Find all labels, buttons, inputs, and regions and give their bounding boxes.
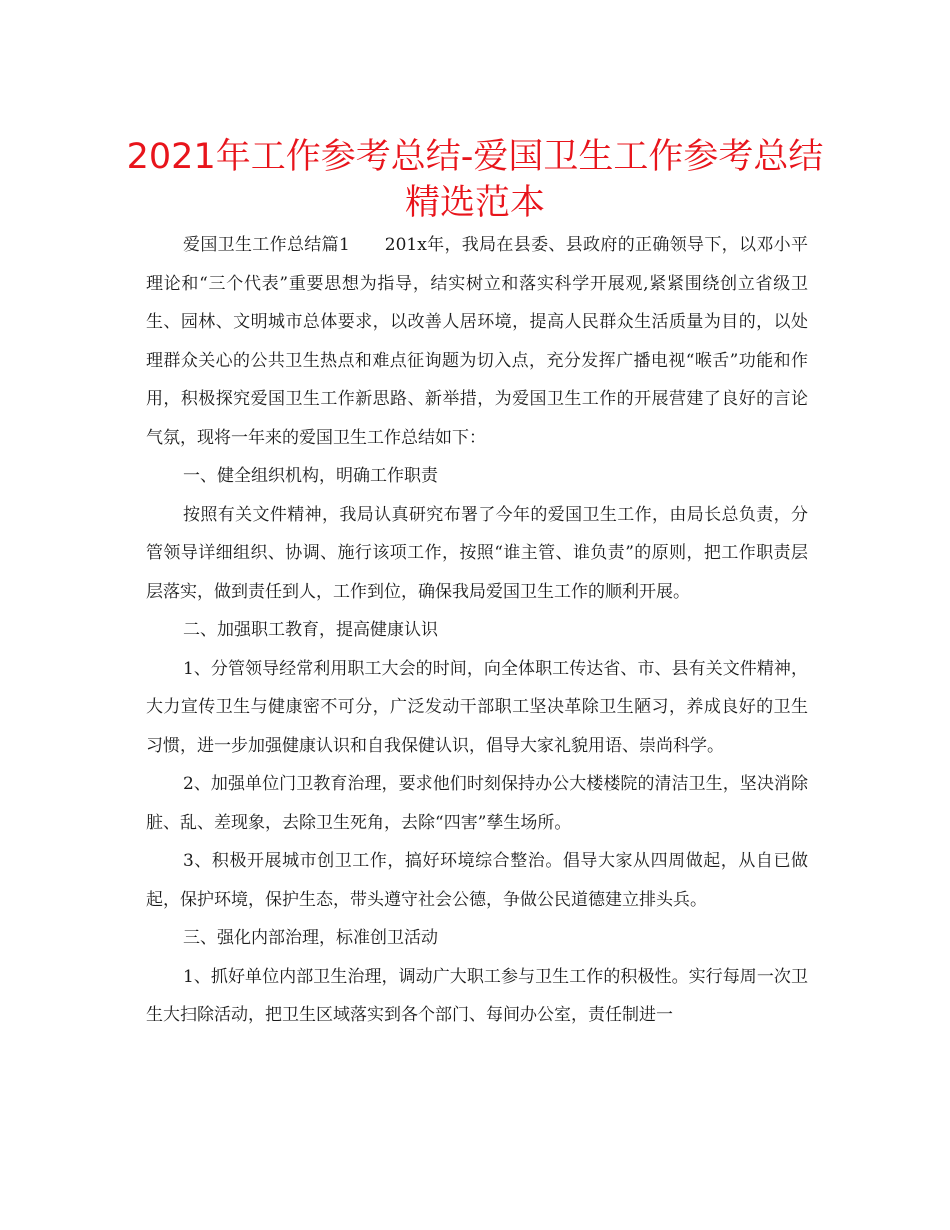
section-heading-1: 一、健全组织机构，明确工作职责 (183, 466, 438, 486)
paragraph-item-2: 2、加强单位门卫教育治理，要求他们时刻保持办公大楼楼院的清洁卫生，坚决消除脏、乱、差现象，去除卫生死角，去除“四害”孳生场所。 (146, 774, 808, 833)
document-title: 2021年工作参考总结-爱国卫生工作参考总结精选范本 (126, 137, 824, 223)
section-heading-3: 三、强化内部治理，标准创卫活动 (183, 928, 438, 948)
paragraph-item-3: 3、积极开展城市创卫工作，搞好环境综合整治。倡导大家从四周做起，从自已做起，保护环境，保护生态，带头遵守社会公德，争做公民道德建立排头兵。 (146, 851, 808, 910)
paragraph-intro: 爱国卫生工作总结篇1 201x年，我局在县委、县政府的正确领导下，以邓小平理论和“三个代表”重要思想为指导，结实树立和落实科学开展观,紧紧围绕创立省级卫生、园林、文明城市总体要求，以改善人居环境，提高人民群众生活质量为目的，以处理群众关心的公共卫生热点和难点征询题为切入点，充分发挥广播电视“喉舌”功能和作用，积极探究爱国卫生工作新思路、新举措，为爱国卫生工作的开展营建了良好的言论气氛，现将一年来的爱国卫生工作总结如下： (146, 235, 808, 448)
document-body (146, 226, 808, 1035)
paragraph-item-1: 1、分管领导经常利用职工大会的时间，向全体职工传达省、市、县有关文件精神，大力宣传卫生与健康密不可分，广泛发动干部职工坚决革除卫生陋习，养成良好的卫生习惯，进一步加强健康认识和自我保健认识，倡导大家礼貌用语、崇尚科学。 (146, 658, 808, 756)
paragraph-section-1: 按照有关文件精神，我局认真研究布署了今年的爱国卫生工作，由局长总负责，分管领导详细组织、协调、施行该项工作，按照“谁主管、谁负责”的原则，把工作职责层层落实，做到责任到人，工作到位，确保我局爱国卫生工作的顺利开展。 (146, 504, 808, 602)
section-heading-2: 二、加强职工教育，提高健康认识 (183, 620, 438, 640)
paragraph-item-4: 1、抓好单位内部卫生治理，调动广大职工参与卫生工作的积极性。实行每周一次卫生大扫除活动，把卫生区域落实到各个部门、每间办公室，责任制进一 (146, 966, 808, 1025)
